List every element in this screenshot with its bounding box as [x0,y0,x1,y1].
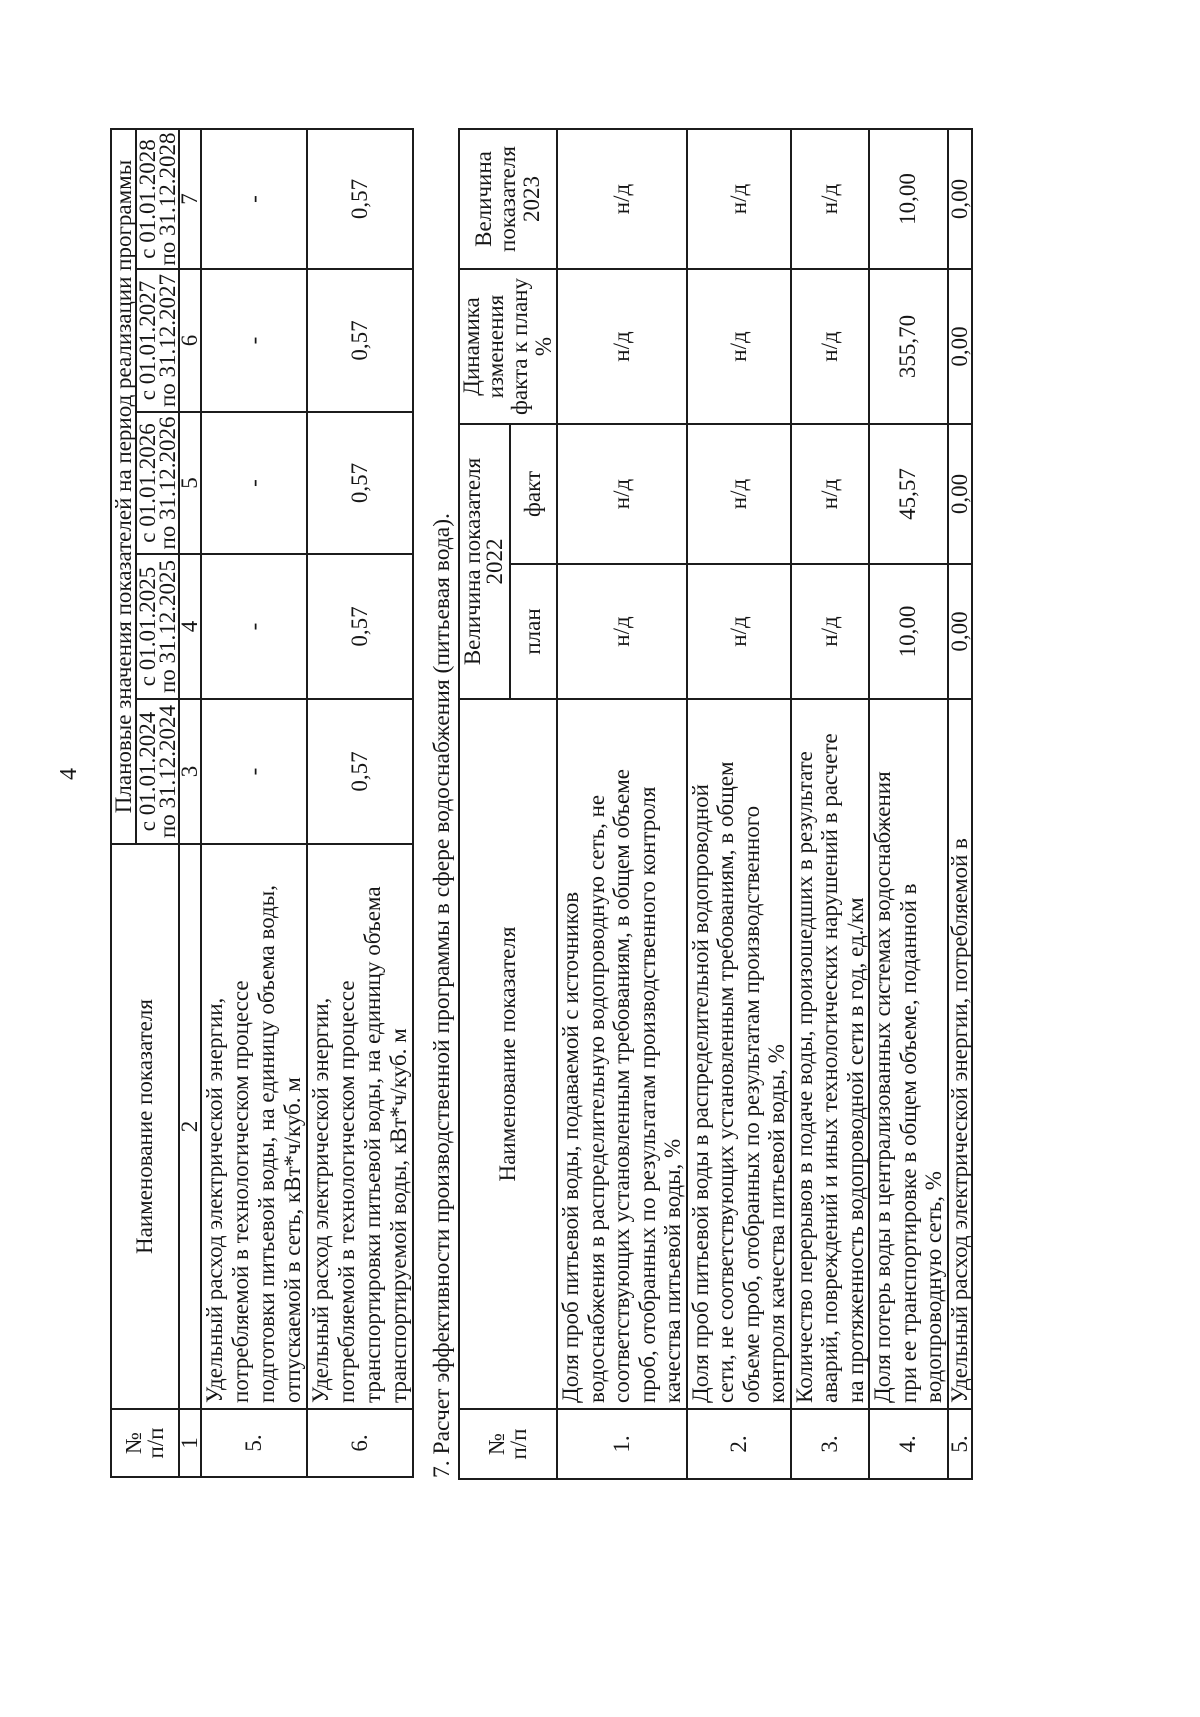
t2-row-3-num: 3. [791,1409,870,1479]
t2-header-value-2023: Величина показателя 2023 [459,129,557,269]
t2-header-num: № п/п [459,1409,557,1479]
t2-row-3-fact: н/д [791,424,870,564]
t1-column-number: 1 [179,1409,201,1477]
section-title: 7. Расчет эффективности производственной программы в сфере водоснабжения (питьевая вода). [429,513,455,1478]
t2-row-5-value-2023: 0,00 [948,129,972,269]
t2-row-1-num: 1. [557,1409,687,1479]
t1-header-period-2026: с 01.01.2026 по 31.12.2026 [136,412,179,554]
t1-row-6-name: Удельный расход электрической энергии, потребляемой в технологическом процессе транспортировки питьевой воды, на единицу объема транспортируемой воды, кВт*ч/куб. м [307,844,413,1409]
t2-row-5-name: Удельный расход электрической энергии, потребляемой в [948,699,972,1409]
t1-header-period-2024: с 01.01.2024 по 31.12.2024 [136,699,179,844]
t2-row-3-name: Количество перерывов в подаче воды, произошедших в результате аварий, повреждений и иных технологических нарушений в расчете на протяженность водопроводной сети в год, ед./км [791,699,870,1409]
t2-row-5-plan: 0,00 [948,564,972,699]
t1-header-period-2027: с 01.01.2027 по 31.12.2027 [136,269,179,412]
t2-row-5-fact: 0,00 [948,424,972,564]
t1-header-row [111,129,136,1477]
t2-row-2-dynamics: н/д [687,269,791,424]
t1-row-6-num: 6. [307,1409,413,1477]
t2-header-name: Наименование показателя [459,699,557,1409]
t2-row-5-dynamics: 0,00 [948,269,972,424]
t2-row-2-num: 2. [687,1409,791,1479]
t1-row-5-num: 5. [201,1409,307,1477]
t1-row-5 [201,129,307,1477]
t1-column-number: 3 [179,699,201,844]
t2-row-2-fact: н/д [687,424,791,564]
t1-header-planned-values: Плановые значения показателей на период реализации программы [111,129,136,844]
t2-row-4-dynamics: 355,70 [869,269,948,424]
t1-row-5-value-2027: - [201,269,307,412]
t1-header-period-2025: с 01.01.2025 по 31.12.2025 [136,554,179,699]
t1-column-number: 7 [179,129,201,269]
t2-row-5 [948,129,972,1479]
t2-row-1-fact: н/д [557,424,687,564]
t2-row-4-fact: 45,57 [869,424,948,564]
t1-row-6-value-2025: 0,57 [307,554,413,699]
t2-row-1-name: Доля проб питьевой воды, подаваемой с источников водоснабжения в распределительную водопроводную сеть, не соответствующих установленным требованиям, в общем объеме проб, отобранных по результатам производственного контроля качества питьевой воды, % [557,699,687,1409]
t2-row-1-plan: н/д [557,564,687,699]
t2-row-2-value-2023: н/д [687,129,791,269]
t2-header-dynamics: Динамика изменения факта к плану % [459,269,557,424]
t1-column-numbers-row [179,129,201,1477]
t2-row-4-plan: 10,00 [869,564,948,699]
t2-row-2-plan: н/д [687,564,791,699]
t1-header-name: Наименование показателя [111,844,179,1409]
t1-column-number: 4 [179,554,201,699]
t1-row-5-value-2024: - [201,699,307,844]
t2-row-1-dynamics: н/д [557,269,687,424]
t1-row-6-value-2028: 0,57 [307,129,413,269]
t2-row-4-num: 4. [869,1409,948,1479]
t2-row-1-value-2023: н/д [557,129,687,269]
efficiency-table [458,128,973,1480]
t2-row-4-value-2023: 10,00 [869,129,948,269]
t2-row-4 [869,129,948,1479]
t1-row-5-value-2026: - [201,412,307,554]
t1-header-period-2028: с 01.01.2028 по 31.12.2028 [136,129,179,269]
t2-row-3 [791,129,870,1479]
t2-row-2-name: Доля проб питьевой воды в распределительной водопроводной сети, не соответствующих установленным требованиям, в общем объеме проб, отобранных по результатам производственного контроля качества питьевой воды, % [687,699,791,1409]
t2-row-4-name: Доля потерь воды в централизованных системах водоснабжения при ее транспортировке в общем объеме, поданной в водопроводную сеть, % [869,699,948,1409]
t1-row-5-name: Удельный расход электрической энергии, потребляемой в технологическом процессе подготовки питьевой воды, на единицу объема воды, отпускаемой в сеть, кВт*ч/куб. м [201,844,307,1409]
planned-indicators-table [110,128,414,1478]
t1-row-6 [307,129,413,1477]
t2-row-3-dynamics: н/д [791,269,870,424]
t2-header-value-2022: Величина показателя 2022 [459,424,510,699]
t1-row-6-value-2027: 0,57 [307,269,413,412]
t2-header-row [459,129,510,1479]
t1-header-num: № п/п [111,1409,179,1477]
t2-row-5-num: 5. [948,1409,972,1479]
page-number: 4 [56,768,82,780]
t2-row-3-plan: н/д [791,564,870,699]
t1-row-6-value-2026: 0,57 [307,412,413,554]
t1-column-number: 5 [179,412,201,554]
t2-row-1 [557,129,687,1479]
t2-row-2 [687,129,791,1479]
t2-row-3-value-2023: н/д [791,129,870,269]
t1-row-5-value-2025: - [201,554,307,699]
t1-column-number: 6 [179,269,201,412]
t2-header-plan: план [510,564,558,699]
t1-row-6-value-2024: 0,57 [307,699,413,844]
t1-column-number: 2 [179,844,201,1409]
t2-header-fact: факт [510,424,558,564]
t1-row-5-value-2028: - [201,129,307,269]
